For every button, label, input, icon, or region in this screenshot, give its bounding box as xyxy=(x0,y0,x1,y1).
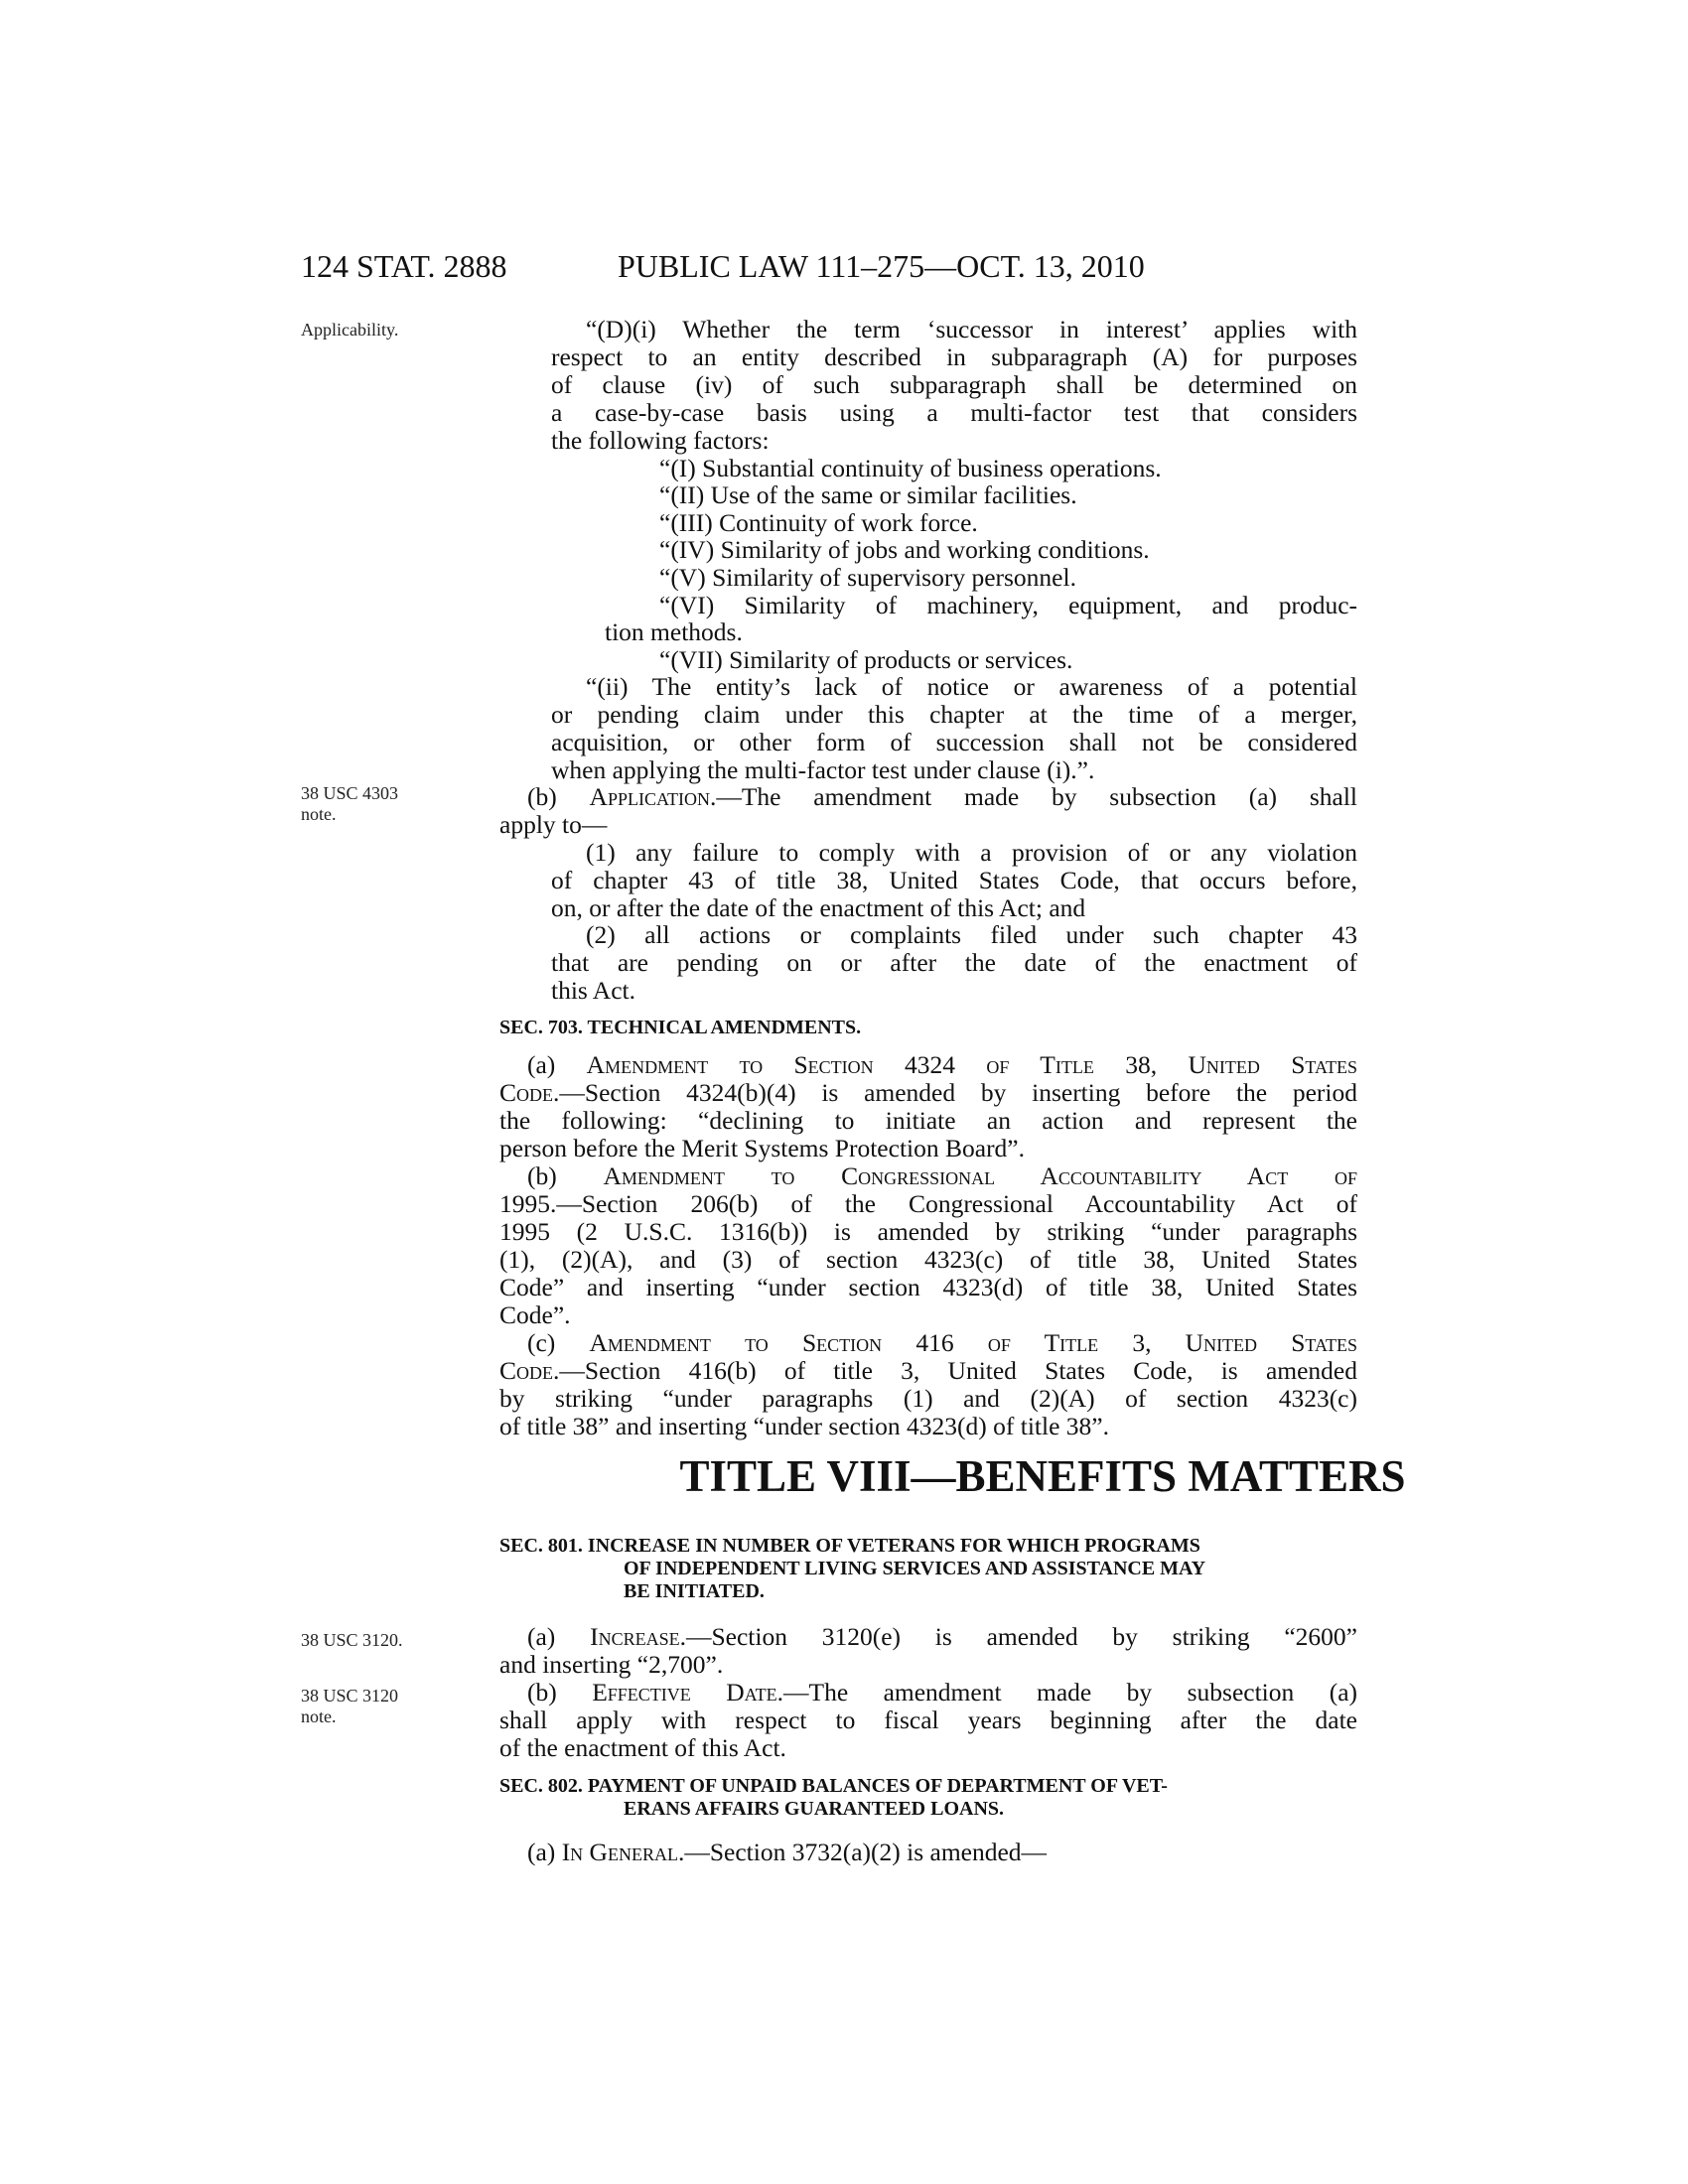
factor-item: “(IV) Similarity of jobs and working conditions. xyxy=(659,535,1150,564)
section-heading-801-cont: BE INITIATED. xyxy=(624,1580,765,1602)
text-line: that are pending on or after the date of the enactment of xyxy=(551,948,1357,977)
subsection-c-703: (c) Amendment to Section 416 of Title 3, United States xyxy=(527,1328,1357,1357)
subsection-b-application: (b) Application.—The amendment made by subsection (a) shall xyxy=(527,782,1357,811)
text-line: shall apply with respect to fiscal years beginning after the date xyxy=(499,1706,1357,1734)
text-line: on, or after the date of the enactment of this Act; and xyxy=(551,893,1086,922)
title-viii-heading: TITLE VIII—BENEFITS MATTERS xyxy=(679,1451,1406,1501)
margin-note-applicability: Applicability. xyxy=(301,320,399,340)
text-line: of clause (iv) of such subparagraph shall be determined on xyxy=(551,370,1357,399)
section-heading-802: SEC. 802. PAYMENT OF UNPAID BALANCES OF DEPARTMENT OF VET- xyxy=(499,1775,1168,1797)
text-line: person before the Merit Systems Protection Board”. xyxy=(499,1134,1026,1162)
factor-item: “(I) Substantial continuity of business operations. xyxy=(659,454,1162,482)
factor-item: “(V) Similarity of supervisory personnel. xyxy=(659,563,1076,592)
subsection-a-703: (a) Amendment to Section 4324 of Title 38, United States xyxy=(527,1050,1357,1079)
text-line: of the enactment of this Act. xyxy=(499,1733,786,1762)
text-line: or pending claim under this chapter at the time of a merger, xyxy=(551,700,1357,729)
margin-note-38usc4303: 38 USC 4303 xyxy=(301,783,399,803)
margin-note-38usc4303-note: note. xyxy=(301,804,337,824)
margin-note-38usc3120-note-b: note. xyxy=(301,1706,337,1726)
factor-item-cont: tion methods. xyxy=(605,617,743,646)
text-line: Code.—Section 416(b) of title 3, United States Code, is amended xyxy=(499,1356,1357,1385)
text-line: of title 38” and inserting “under section 4323(d) of title 38”. xyxy=(499,1412,1109,1440)
text-line: this Act. xyxy=(551,976,636,1005)
section-heading-801-cont: OF INDEPENDENT LIVING SERVICES AND ASSISTANCE MAY xyxy=(624,1558,1206,1579)
list-item: (1) any failure to comply with a provision of or any violation xyxy=(586,838,1357,867)
list-item: (2) all actions or complaints filed under such chapter 43 xyxy=(586,920,1357,949)
text-line: 1995.—Section 206(b) of the Congressional Accountability Act of xyxy=(499,1189,1357,1218)
text-line: by striking “under paragraphs (1) and (2)(A) of section 4323(c) xyxy=(499,1384,1357,1413)
margin-note-38usc3120: 38 USC 3120. xyxy=(301,1630,403,1650)
text-line: acquisition, or other form of succession shall not be considered xyxy=(551,728,1357,756)
page-number: 124 STAT. 2888 xyxy=(301,248,507,284)
section-heading-801: SEC. 801. INCREASE IN NUMBER OF VETERANS FOR WHICH PROGRAMS xyxy=(499,1535,1200,1557)
text-line: respect to an entity described in subparagraph (A) for purposes xyxy=(551,342,1357,371)
text-line: when applying the multi-factor test under clause (i).”. xyxy=(551,755,1095,784)
text-line: Code” and inserting “under section 4323(d) of title 38, United States xyxy=(499,1273,1357,1301)
subsection-a-801: (a) Increase.—Section 3120(e) is amended by striking “2600” xyxy=(527,1622,1357,1651)
section-heading-802-cont: ERANS AFFAIRS GUARANTEED LOANS. xyxy=(624,1798,1005,1820)
factor-item: “(VI) Similarity of machinery, equipment, and produc- xyxy=(659,591,1357,619)
text-line: “(D)(i) Whether the term ‘successor in interest’ applies with xyxy=(586,315,1357,343)
factor-item: “(II) Use of the same or similar facilities. xyxy=(659,480,1077,509)
text-line: the following: “declining to initiate an action and represent the xyxy=(499,1106,1357,1135)
text-line: apply to— xyxy=(499,810,608,839)
subsection-b-801: (b) Effective Date.—The amendment made by subsection (a) xyxy=(527,1678,1357,1706)
text-line: (1), (2)(A), and (3) of section 4323(c) of title 38, United States xyxy=(499,1245,1357,1274)
text-line: 1995 (2 U.S.C. 1316(b)) is amended by striking “under paragraphs xyxy=(499,1217,1357,1246)
factor-item: “(III) Continuity of work force. xyxy=(659,508,978,537)
text-line: Code.—Section 4324(b)(4) is amended by inserting before the period xyxy=(499,1078,1357,1107)
text-line: of chapter 43 of title 38, United States Code, that occurs before, xyxy=(551,866,1357,894)
margin-note-38usc3120-note: 38 USC 3120 xyxy=(301,1686,399,1706)
running-header: PUBLIC LAW 111–275—OCT. 13, 2010 xyxy=(618,248,1145,284)
text-line: a case-by-case basis using a multi-factor test that considers xyxy=(551,398,1357,427)
text-line: “(ii) The entity’s lack of notice or awareness of a potential xyxy=(586,672,1357,701)
text-line: the following factors: xyxy=(551,426,770,455)
factor-item: “(VII) Similarity of products or services. xyxy=(659,645,1073,674)
text-line: Code”. xyxy=(499,1300,571,1329)
text-line: and inserting “2,700”. xyxy=(499,1650,724,1679)
subsection-a-802: (a) In General.—Section 3732(a)(2) is amended— xyxy=(527,1838,1048,1866)
subsection-b-703: (b) Amendment to Congressional Accountability Act of xyxy=(527,1161,1357,1190)
section-heading-703: SEC. 703. TECHNICAL AMENDMENTS. xyxy=(499,1017,862,1038)
